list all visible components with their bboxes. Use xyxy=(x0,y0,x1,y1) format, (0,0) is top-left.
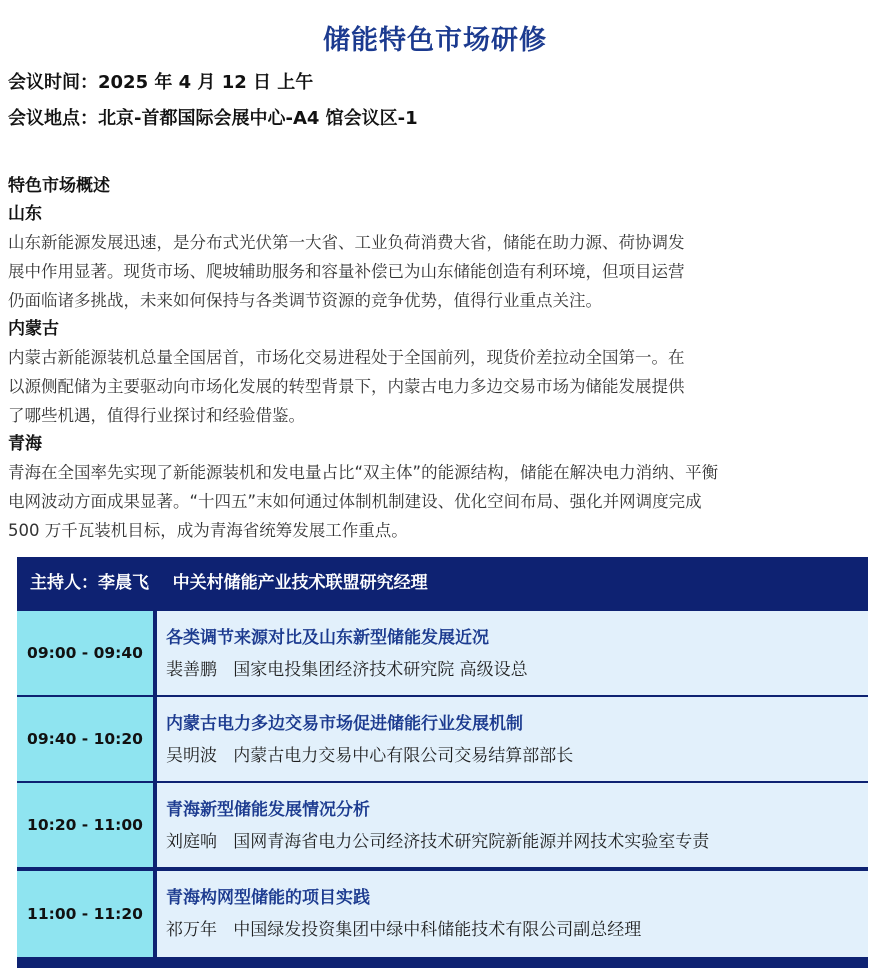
talk-title: 青海构网型储能的项目实践 xyxy=(166,888,370,908)
host-bar: 主持人：李晨飞 中关村储能产业技术联盟研究经理 xyxy=(30,573,428,593)
schedule-row xyxy=(17,871,868,957)
speaker-org: 中国绿发投资集团中绿中科储能技术有限公司副总经理 xyxy=(233,920,642,940)
region-heading-shandong: 山东 xyxy=(8,204,42,224)
region-heading-neimenggu: 内蒙古 xyxy=(8,319,59,339)
talk-speaker-line xyxy=(166,829,868,855)
speaker-name: 刘庭响 xyxy=(166,832,217,852)
region-line: 内蒙古新能源装机总量全国居首，市场化交易进程处于全国前列，现货价差拉动全国第一。在 xyxy=(8,348,685,367)
speaker-name: 吴明波 xyxy=(166,746,217,766)
slot-talk xyxy=(157,611,868,695)
talk-speaker-line xyxy=(166,917,868,943)
overview-heading: 特色市场概述 xyxy=(8,176,110,196)
region-heading-qinghai: 青海 xyxy=(8,434,42,454)
slot-talk xyxy=(157,871,868,957)
speaker-org: 内蒙古电力交易中心有限公司交易结算部部长 xyxy=(233,746,574,766)
talk-title: 各类调节来源对比及山东新型储能发展近况 xyxy=(166,628,489,648)
speaker-name: 裴善鹏 xyxy=(166,660,217,680)
meeting-time: 会议时间：2025 年 4 月 12 日 上午 xyxy=(8,72,314,93)
speaker-org: 国家电投集团经济技术研究院 高级设总 xyxy=(233,660,528,680)
slot-time: 09:40 - 10:20 xyxy=(17,697,153,781)
speaker-org: 国网青海省电力公司经济技术研究院新能源并网技术实验室专责 xyxy=(233,832,710,852)
schedule-table xyxy=(17,557,868,968)
slot-time: 11:00 - 11:20 xyxy=(17,871,153,957)
slot-talk xyxy=(157,783,868,867)
region-line: 了哪些机遇，值得行业探讨和经验借鉴。 xyxy=(8,406,305,425)
region-line: 青海在全国率先实现了新能源装机和发电量占比“双主体”的能源结构，储能在解决电力消纳、平衡 xyxy=(8,463,719,482)
region-line: 仍面临诸多挑战，未来如何保持与各类调节资源的竞争优势，值得行业重点关注。 xyxy=(8,291,602,310)
talk-title: 内蒙古电力多边交易市场促进储能行业发展机制 xyxy=(166,714,523,734)
schedule-row xyxy=(17,697,868,781)
page-title: 储能特色市场研修 xyxy=(323,25,547,56)
region-line: 展中作用显著。现货市场、爬坡辅助服务和容量补偿已为山东储能创造有利环境，但项目运营 xyxy=(8,262,685,281)
talk-speaker-line xyxy=(166,743,868,769)
region-line: 山东新能源发展迅速，是分布式光伏第一大省、工业负荷消费大省，储能在助力源、荷协调发 xyxy=(8,233,685,252)
schedule-row xyxy=(17,611,868,695)
slot-time: 09:00 - 09:40 xyxy=(17,611,153,695)
region-line: 以源侧配储为主要驱动向市场化发展的转型背景下，内蒙古电力多边交易市场为储能发展提供 xyxy=(8,377,685,396)
talk-speaker-line xyxy=(166,657,868,683)
speaker-name: 祁万年 xyxy=(166,920,217,940)
slot-time: 10:20 - 11:00 xyxy=(17,783,153,867)
schedule-row xyxy=(17,783,868,867)
meeting-venue: 会议地点：北京-首都国际会展中心-A4 馆会议区-1 xyxy=(8,108,418,129)
region-line: 电网波动方面成果显著。“十四五”末如何通过体制机制建设、优化空间布局、强化并网调度完成 xyxy=(8,492,702,511)
talk-title: 青海新型储能发展情况分析 xyxy=(166,800,370,820)
slot-talk xyxy=(157,697,868,781)
overview-section xyxy=(8,172,854,545)
region-line: 500 万千瓦装机目标，成为青海省统筹发展工作重点。 xyxy=(8,521,408,540)
